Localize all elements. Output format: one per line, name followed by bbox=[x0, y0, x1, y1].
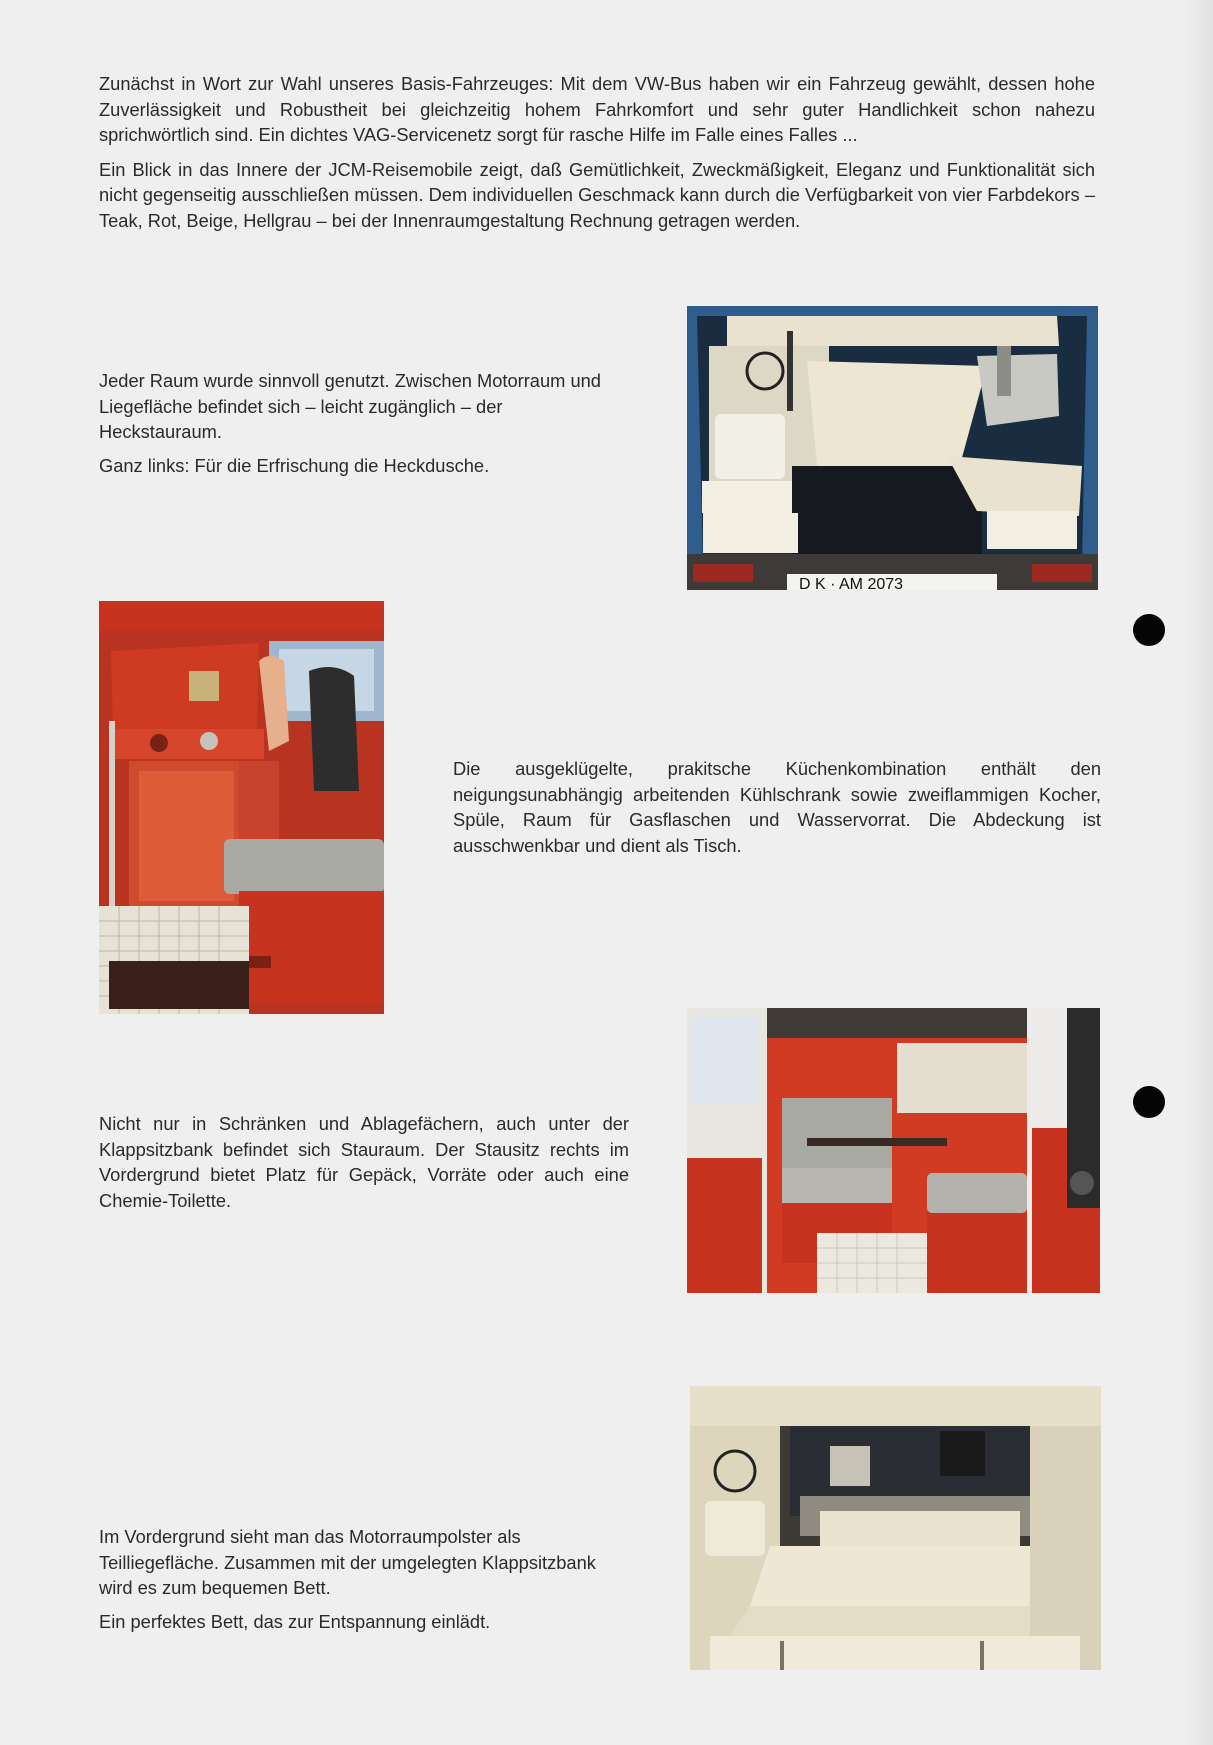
photo-seating-storage bbox=[687, 1008, 1100, 1293]
license-plate-text: D K · AM 2073 bbox=[799, 576, 904, 590]
intro-paragraph-2: Ein Blick in das Innere der JCM-Reisemobile zeigt, daß Gemütlichkeit, Zweckmäßigkeit, Eleganz und Funktionalität sich nicht gegenseitig ausschließen müssen. Dem individuellen Geschmack kann durch die Verfügbarkeit von vier Farbdekors – Teak, Rot, Beige, Hellgrau – bei der Innenraumgestaltung Rechnung getragen werden. bbox=[99, 158, 1095, 231]
caption-kueche bbox=[453, 756, 1101, 867]
page-edge-shadow bbox=[1183, 0, 1213, 1745]
intro-text bbox=[99, 71, 1095, 242]
intro-paragraph-1: Zunächst in Wort zur Wahl unseres Basis-Fahrzeuges: Mit dem VW-Bus haben wir ein Fahrzeug gewählt, dessen hohe Zuverlässigkeit und Robustheit bei gleichzeitig hohem Fahrkomfort und sehr guter Handlichkeit schon nahezu sprichwörtlich sind. Ein dichtes VAG-Servicenetz sorgt für rasche Hilfe im Falle eines Falles ... bbox=[99, 73, 1095, 145]
binder-hole-top bbox=[1133, 614, 1165, 646]
caption-bett-p1: Im Vordergrund sieht man das Motorraumpolster als Teilliegefläche. Zusammen mit der umgelegten Klappsitzbank wird es zum bequemen Bett. bbox=[99, 1526, 596, 1598]
photo-kitchen bbox=[99, 601, 384, 1014]
photo-rear-storage bbox=[687, 306, 1098, 590]
kitchen-image bbox=[99, 601, 384, 1014]
caption-heckstauraum bbox=[99, 368, 629, 487]
rear-storage-image bbox=[687, 306, 1098, 590]
bed-image bbox=[690, 1386, 1101, 1670]
caption-bett-p2: Ein perfektes Bett, das zur Entspannung einlädt. bbox=[99, 1610, 491, 1632]
seating-storage-image bbox=[687, 1008, 1100, 1293]
photo-bed bbox=[690, 1386, 1101, 1670]
caption-kueche-p1: Die ausgeklügelte, prakitsche Küchenkombination enthält den neigungsunabhängig arbeitenden Kühlschrank sowie zweiflammigen Kocher, Spüle, Raum für Gasflaschen und Wasservorrat. Die Abdeckung ist ausschwenkbar und dient als Tisch. bbox=[453, 758, 1101, 856]
caption-stauraum bbox=[99, 1111, 629, 1222]
caption-bett bbox=[99, 1524, 634, 1643]
caption-heckstauraum-p2: Ganz links: Für die Erfrischung die Heckdusche. bbox=[99, 454, 490, 476]
binder-hole-bottom bbox=[1133, 1086, 1165, 1118]
caption-heckstauraum-p1: Jeder Raum wurde sinnvoll genutzt. Zwischen Motorraum und Liegefläche befindet sich – leicht zugänglich – der Heckstauraum. bbox=[99, 370, 601, 442]
caption-stauraum-p1: Nicht nur in Schränken und Ablagefächern, auch unter der Klappsitzbank befindet sich Stauraum. Der Stausitz rechts im Vordergrund bietet Platz für Gepäck, Vorräte oder auch eine Chemie-Toilette. bbox=[99, 1113, 629, 1211]
